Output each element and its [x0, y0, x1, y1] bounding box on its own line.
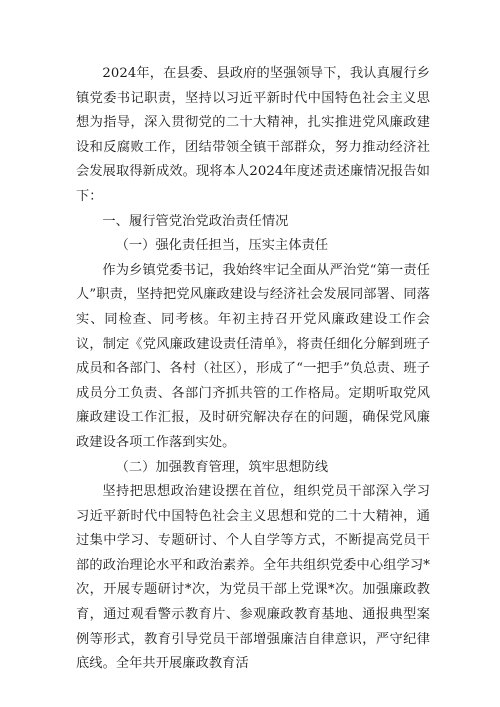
- document-body: [76, 62, 430, 677]
- subsection-2-paragraph: 坚持把思想政治建设摆在首位，组织党员干部深入学习习近平新时代中国特色社会主义思想和党的二十大精神，通过集中学习、专题研讨、个人自学等方式，不断提高党员干部的政治理论水平和政治素养。全年共组织党委中心组学习*次，开展专题研讨*次，为党员干部上党课*次。加强廉政教育，通过观看警示教育片、参观廉政教育基地、通报典型案例等形式，教育引导党员干部增强廉洁自律意识，严守纪律底线。全年共开展廉政教育活: [76, 484, 430, 672]
- section-1-heading: 一、履行管党治党政治责任情况: [102, 213, 289, 229]
- subsection-1-paragraph: 作为乡镇党委书记，我始终牢记全面从严治党“第一责任人”职责，坚持把党风廉政建设与经济社会发展同部署、同落实、同检查、同考核。年初主持召开党风廉政建设工作会议，制定《党风廉政建设责任清单》，将责任细化分解到班子成员和各部门、各村（社区），形成了“一把手”负总责、班子成员分工负责、各部门齐抓共管的工作格局。定期听取党风廉政建设工作汇报，及时研究解决存在的问题，确保党风廉政建设各项工作落到实处。: [76, 262, 430, 450]
- subsection-1-heading: （一）强化责任担当，压实主体责任: [115, 238, 329, 254]
- subsection-2-heading: （二）加强教育管理，筑牢思想防线: [115, 459, 329, 475]
- intro-paragraph: 2024年，在县委、县政府的坚强领导下，我认真履行乡镇党委书记职责，坚持以习近平新时代中国特色社会主义思想为指导，深入贯彻党的二十大精神，扎实推进党风廉政建设和反腐败工作，团结带领全镇干部群众，努力推动经济社会发展取得新成效。现将本人2024年度述责述廉情况报告如下：: [76, 66, 430, 204]
